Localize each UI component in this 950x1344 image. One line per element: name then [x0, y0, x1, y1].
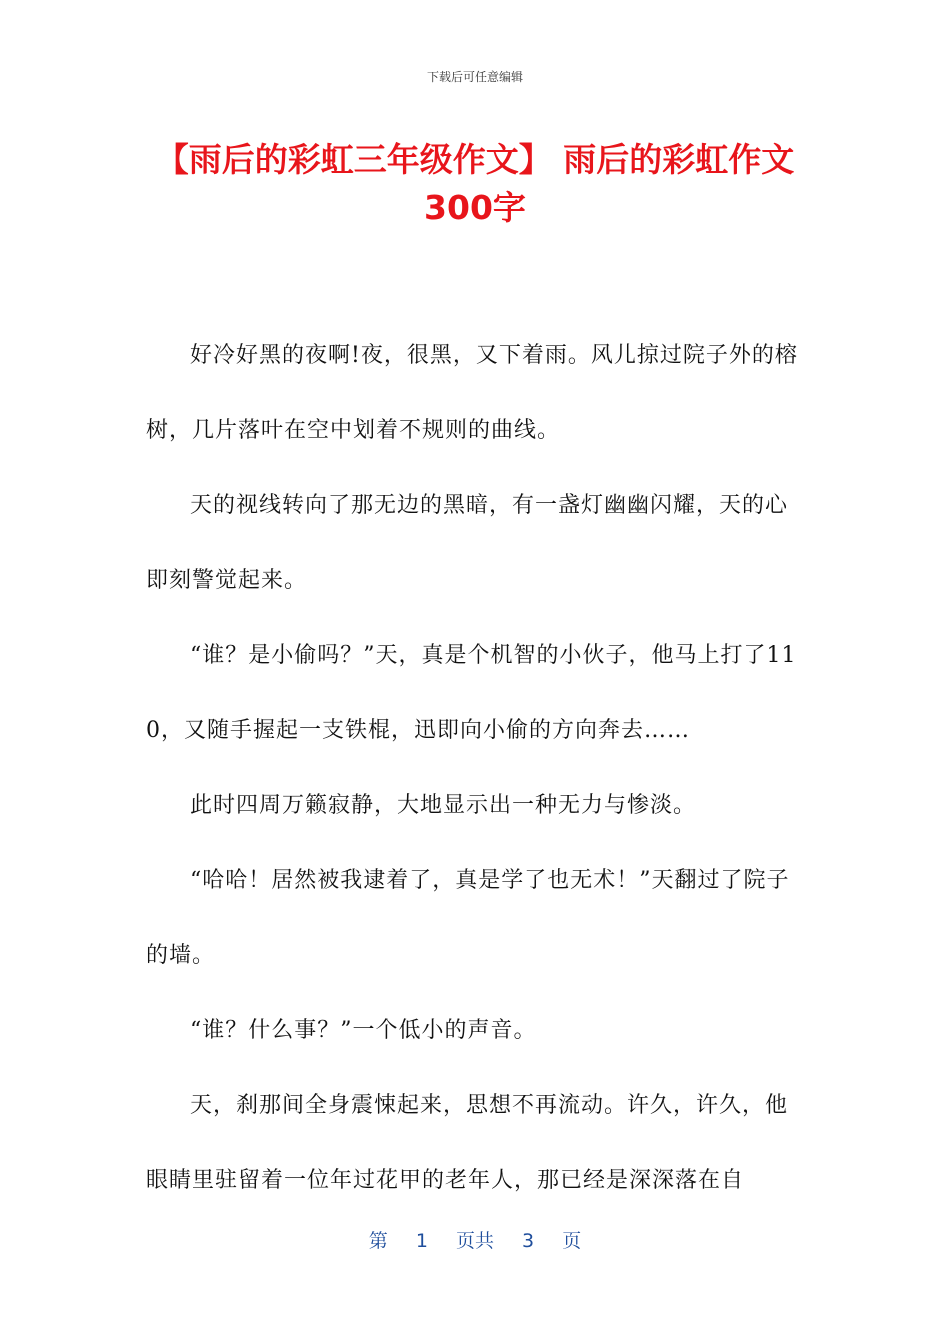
header-note: 下载后可任意编辑 — [426, 70, 523, 84]
footer-total-pages: 3 — [522, 1230, 535, 1252]
paragraph: “谁？是小偷吗？”天，真是个机智的小伙子，他马上打了110，又随手握起一支铁棍，迅即向小偷的方向奔去…… — [146, 643, 797, 743]
paragraph: 此时四周万籁寂静，大地显示出一种无力与惨淡。 — [190, 793, 697, 818]
paragraph: 天，刹那间全身震悚起来，思想不再流动。许久，许久，他眼睛里驻留着一位年过花甲的老年人，那已经是深深落在自 — [146, 1093, 789, 1193]
footer-prefix: 第 — [368, 1230, 388, 1252]
paragraph: “哈哈！居然被我逮着了，真是学了也无术！”天翻过了院子的墙。 — [146, 868, 790, 968]
document-title: 【雨后的彩虹三年级作文】 雨后的彩虹作文300字 — [155, 140, 795, 227]
paragraph: “谁？什么事？”一个低小的声音。 — [190, 1018, 537, 1043]
paragraph: 好冷好黑的夜啊!夜，很黑，又下着雨。风儿掠过院子外的榕树，几片落叶在空中划着不规则的曲线。 — [146, 343, 798, 443]
page-number-footer — [0, 1226, 950, 1253]
footer-current-page: 1 — [415, 1230, 428, 1252]
footer-middle: 页共 — [455, 1230, 494, 1252]
document-body — [146, 318, 806, 1218]
footer-suffix: 页 — [562, 1230, 582, 1252]
paragraph: 天的视线转向了那无边的黑暗，有一盏灯幽幽闪耀，天的心即刻警觉起来。 — [146, 493, 789, 593]
